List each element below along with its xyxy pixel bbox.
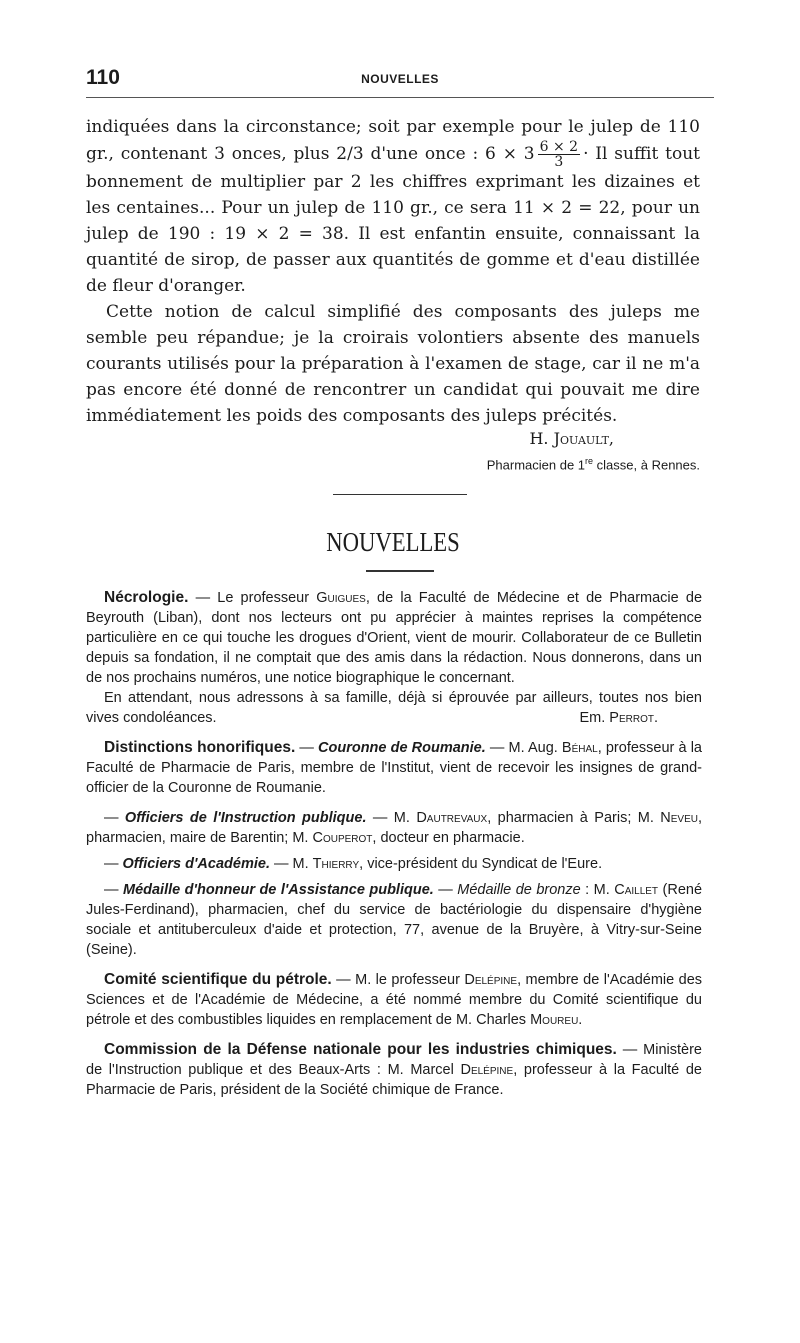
distinctions-academie xyxy=(86,854,702,874)
author-role-a: Pharmacien de 1 xyxy=(486,457,586,473)
person-name: Delépine xyxy=(460,1062,514,1078)
signature-first: Em. xyxy=(579,710,606,726)
necrologie-closing xyxy=(86,688,702,728)
text: — xyxy=(104,856,123,872)
text: — Le professeur xyxy=(188,590,317,606)
text: : M. xyxy=(580,882,615,898)
page-header xyxy=(86,66,714,96)
text: , vice-président du Syndicat de l'Eure. xyxy=(359,856,603,872)
article-paragraph-2: Cette notion de calcul simplifié des composants des juleps me semble peu répandue; je la croirais volontiers absente des manuels courants utilisés pour la préparation à l'examen de stage, car il ne m'a pas encore été donné de rencontrer un candidat qui pouvait me dire immédiatement les poids des composants des juleps précités. xyxy=(86,302,700,426)
page-number: 110 xyxy=(86,66,120,89)
author-surname: Jouault, xyxy=(553,429,614,448)
text: , professeur à la Faculté de Pharmacie de Paris, membre de l'Institut, vient de recevoir les insignes de grand-officier de la Couronne de Roumanie. xyxy=(86,740,702,796)
signature-last: Perrot. xyxy=(609,710,658,726)
p1-text-a: indiquées dans la circonstance; soit par exemple pour le julep de 110 gr., contenant 3 onces, plus 2/3 d'une once : 6 × 3 xyxy=(86,117,700,164)
distinctions-instruction xyxy=(86,808,702,848)
text: — M. le professeur xyxy=(331,972,465,988)
subheading: Officiers d'Académie. xyxy=(122,856,270,872)
text: — Ministère de l'Instruction publique et des Beaux-Arts : M. Marcel xyxy=(86,1042,702,1078)
text: — xyxy=(433,882,458,898)
person-name: Thierry xyxy=(312,856,360,872)
text: — M. xyxy=(366,810,417,826)
person-name: Dautrevaux xyxy=(416,810,488,826)
distinctions-assistance xyxy=(86,880,702,960)
person-name: Béhal xyxy=(561,740,598,756)
author-role-b: classe, à Rennes. xyxy=(593,457,700,473)
subheading: Médaille de bronze xyxy=(457,882,581,898)
text: — xyxy=(104,810,125,826)
commission-heading: Commission de la Défense nationale pour les industries chimiques. xyxy=(104,1041,617,1058)
text: (René Jules-Ferdinand), pharmacien, chef du service de bactériologie du dispensaire d'hygiène sociale et antituberculeux d'aide et protection, 77, avenue de la Bruyère, à Vitry-sur-Seine (Seine). xyxy=(86,882,703,958)
text: , membre de l'Académie des Sciences et de l'Académie de Médecine, a été nommé membre du Comité scientifique du pétrole et des combustibles liquides en remplacement de M. Charles xyxy=(86,972,703,1028)
text: , pharmacien, maire de Barentin; M. xyxy=(86,810,703,846)
text: — M. xyxy=(269,856,313,872)
text: — M. Aug. xyxy=(485,740,562,756)
text: — xyxy=(104,882,123,898)
author-initial: H. xyxy=(529,429,549,448)
news-section xyxy=(86,588,702,1110)
person-name: Delépine xyxy=(464,972,518,988)
section-title: NOUVELLES xyxy=(326,527,460,557)
subheading: Couronne de Roumanie. xyxy=(318,740,486,756)
distinctions-item xyxy=(86,738,702,798)
p1-text-b: · Il suffit tout bonnement de multiplier par 2 les chiffres exprimant les dizaines et les centaines... Pour un julep de 110 gr., ce sera 11 × 2 = 22, pour un julep de 190 : 19 × 2 = 38. Il est enfantin ensuite, connaissant la quantité de sirop, de passer aux quantités de gomme et d'eau distillée de fleur d'oranger. xyxy=(86,144,701,296)
distinctions-heading: Distinctions honorifiques. xyxy=(104,739,296,756)
header-rule xyxy=(86,97,714,98)
author-role xyxy=(86,450,700,476)
article-body xyxy=(86,114,700,429)
text: , pharmacien à Paris; M. xyxy=(487,810,661,826)
text: , professeur à la Faculté de Pharmacie de Paris, président de la Société chimique de France. xyxy=(86,1062,702,1098)
article-paragraph-1 xyxy=(86,114,700,299)
section-separator xyxy=(333,494,467,495)
fraction-denominator: 3 xyxy=(554,154,564,170)
necrologie-signature xyxy=(579,708,702,728)
person-name: Moureu xyxy=(530,1012,579,1028)
running-head: NOUVELLES xyxy=(361,72,439,86)
person-name: Couperot xyxy=(312,830,373,846)
necrologie-heading: Nécrologie. xyxy=(104,589,189,606)
person-name: Guigues xyxy=(316,590,366,606)
comite-item xyxy=(86,970,702,1030)
commission-item xyxy=(86,1040,702,1100)
subheading: Médaille d'honneur de l'Assistance publique. xyxy=(122,882,434,898)
fraction xyxy=(538,140,580,169)
fraction-numerator: 6 × 2 xyxy=(539,139,579,155)
text: , de la Faculté de Médecine et de Pharmacie de Beyrouth (Liban), dont nos lecteurs ont pu apprécier à maintes reprises la compétence particulière en ce qui touche les drogues d'Orient, vient de mourir. Collaborateur de ce Bulletin depuis sa fondation, il ne comptait que des amis dans la rédaction. Nous donnerons, dans un de nos prochains numéros, une notice biographique le concernant. xyxy=(86,590,703,686)
title-underline xyxy=(366,570,434,572)
text: — xyxy=(295,740,319,756)
text: . xyxy=(578,1012,583,1028)
text: , docteur en pharmacie. xyxy=(372,830,525,846)
person-name: Neveu xyxy=(660,810,698,826)
author-role-sup: re xyxy=(585,456,594,466)
subheading: Officiers de l'Instruction publique. xyxy=(124,810,367,826)
text: En attendant, nous adressons à sa famille, déjà si éprouvée par ailleurs, toutes nos bien vives condoléances. xyxy=(86,690,702,726)
author-name xyxy=(86,428,614,450)
comite-heading: Comité scientifique du pétrole. xyxy=(104,971,332,988)
article-signature xyxy=(86,428,700,476)
necrologie-item xyxy=(86,588,702,688)
person-name: Caillet xyxy=(614,882,659,898)
